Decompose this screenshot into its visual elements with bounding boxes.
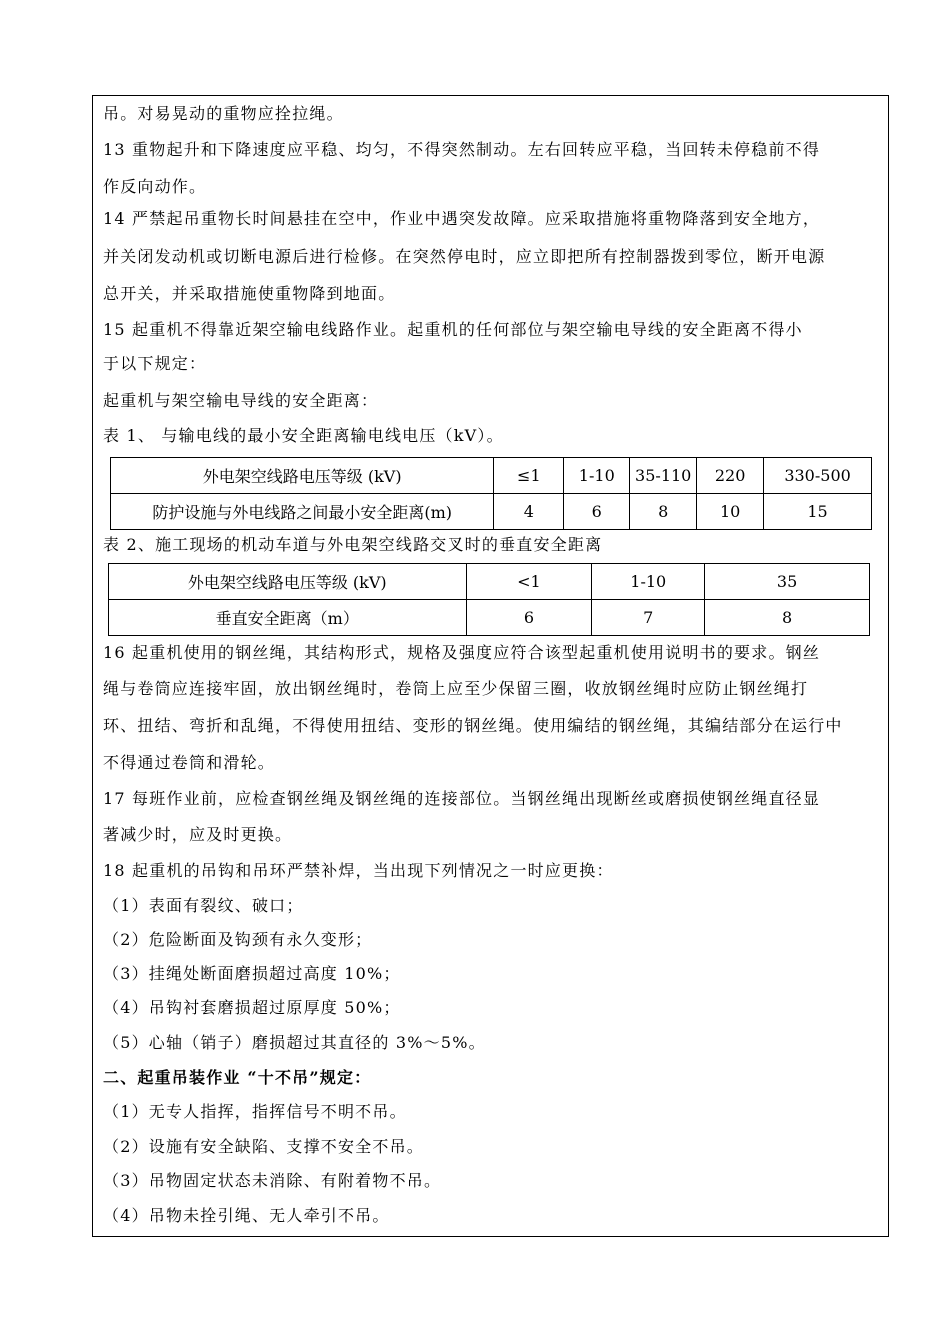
table-cell: 15 — [764, 494, 872, 530]
text-line: 并关闭发动机或切断电源后进行检修。在突然停电时，应立即把所有控制器拨到零位，断开电源 — [103, 247, 826, 266]
text-line: 14 严禁起吊重物长时间悬挂在空中，作业中遇突发故障。应采取措施将重物降落到安全地方， — [103, 209, 821, 228]
section-heading: 二、起重吊装作业 “十不吊”规定： — [103, 1068, 372, 1087]
text-line: 13 重物起升和下降速度应平稳、均匀，不得突然制动。左右回转应平稳，当回转未停稳前不得 — [103, 140, 821, 159]
list-item: （2）设施有安全缺陷、支撑不安全不吊。 — [103, 1137, 424, 1156]
table-cell: 220 — [697, 458, 764, 494]
text-line: 作反向动作。 — [103, 177, 207, 196]
text-line: 绳与卷筒应连接牢固，放出钢丝绳时，卷筒上应至少保留三圈，收放钢丝绳时应防止钢丝绳打 — [103, 679, 809, 698]
table-row — [111, 458, 872, 494]
table-cell: 外电架空线路电压等级 (kV) — [111, 458, 494, 494]
text-line: 17 每班作业前，应检查钢丝绳及钢丝绳的连接部位。当钢丝绳出现断丝或磨损使钢丝绳直径显 — [103, 789, 821, 808]
list-item: （5）心轴（销子）磨损超过其直径的 3%～5%。 — [103, 1033, 486, 1052]
text-line: 起重机与架空输电导线的安全距离： — [103, 391, 379, 410]
text-line: 总开关，并采取措施使重物降到地面。 — [103, 284, 396, 303]
table-cell: 防护设施与外电线路之间最小安全距离(m) — [111, 494, 494, 530]
text-line: 吊。对易晃动的重物应拴拉绳。 — [103, 104, 344, 123]
text-line: 环、扭结、弯折和乱绳，不得使用扭结、变形的钢丝绳。使用编结的钢丝绳，其编结部分在运行中 — [103, 716, 843, 735]
table-cell: 1-10 — [564, 458, 630, 494]
table-cell: 35-110 — [630, 458, 697, 494]
table-cell: 330-500 — [764, 458, 872, 494]
list-item: （3）挂绳处断面磨损超过高度 10%； — [103, 964, 401, 983]
text-line: 于以下规定： — [103, 354, 207, 373]
table-cell: 外电架空线路电压等级 (kV) — [109, 564, 467, 600]
table-cell: 10 — [697, 494, 764, 530]
table2-caption: 表 2、施工现场的机动车道与外电架空线路交叉时的垂直安全距离 — [103, 535, 603, 554]
table-cell: 垂直安全距离（m） — [109, 600, 467, 636]
list-item: （2）危险断面及钩颈有永久变形； — [103, 930, 373, 949]
table-cell: 35 — [705, 564, 870, 600]
table1-caption: 表 1、 与输电线的最小安全距离输电线电压（kV）。 — [103, 426, 504, 445]
list-item: （1）无专人指挥，指挥信号不明不吊。 — [103, 1102, 407, 1121]
table-cell: 1-10 — [592, 564, 705, 600]
vertical-distance-table — [108, 563, 870, 636]
table-row — [111, 494, 872, 530]
list-item: （4）吊物未拴引绳、无人牵引不吊。 — [103, 1206, 390, 1225]
table-cell: 7 — [592, 600, 705, 636]
table-cell: 6 — [466, 600, 592, 636]
table-cell: ≤1 — [494, 458, 564, 494]
text-line: 18 起重机的吊钩和吊环严禁补焊，当出现下列情况之一时应更换： — [103, 861, 614, 880]
list-item: （3）吊物固定状态未消除、有附着物不吊。 — [103, 1171, 442, 1190]
text-line: 15 起重机不得靠近架空输电线路作业。起重机的任何部位与架空输电导线的安全距离不得小 — [103, 320, 803, 339]
table-row — [109, 600, 870, 636]
text-line: 16 起重机使用的钢丝绳，其结构形式，规格及强度应符合该型起重机使用说明书的要求。钢丝 — [103, 643, 821, 662]
list-item: （4）吊钩衬套磨损超过原厚度 50%； — [103, 998, 401, 1017]
table-cell: 8 — [705, 600, 870, 636]
table-cell: 8 — [630, 494, 697, 530]
table-cell: <1 — [466, 564, 592, 600]
text-line: 著减少时，应及时更换。 — [103, 825, 293, 844]
list-item: （1）表面有裂纹、破口； — [103, 896, 304, 915]
safety-distance-table — [110, 457, 872, 530]
table-cell: 4 — [494, 494, 564, 530]
text-line: 不得通过卷筒和滑轮。 — [103, 753, 276, 772]
table-cell: 6 — [564, 494, 630, 530]
table-row — [109, 564, 870, 600]
